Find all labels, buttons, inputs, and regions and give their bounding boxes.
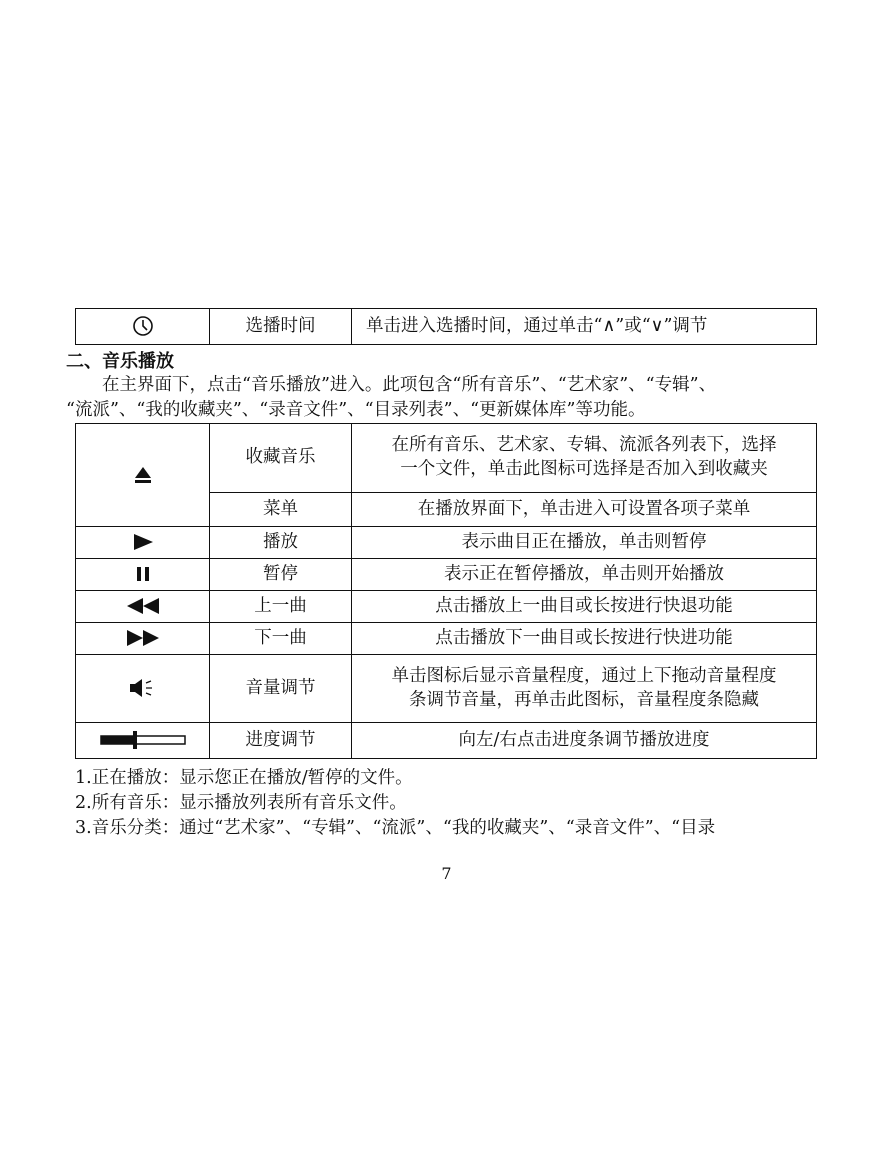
icon-cell [76,655,210,723]
table-row [76,559,817,591]
feature-name: 播放 [210,527,352,559]
icon-cell [76,309,210,345]
feature-description: 在播放界面下，单击进入可设置各项子菜单 [352,493,817,527]
feature-description [352,655,817,723]
icon-cell [76,527,210,559]
description-line: 在所有音乐、艺术家、专辑、流派各列表下，选择 [391,435,777,456]
time-select-table [75,308,817,345]
icon-cell [76,559,210,591]
feature-name: 收藏音乐 [210,424,352,493]
intro-paragraph [66,373,836,423]
description-line: 条调节音量，再单击此图标，音量程度条隐藏 [409,689,759,710]
feature-description: 表示正在暂停播放，单击则开始播放 [352,559,817,591]
progress-bar-icon [100,730,186,750]
eject-icon [134,466,152,484]
feature-description [352,424,817,493]
feature-description: 向左/右点击进度条调节播放进度 [352,723,817,759]
fast-forward-icon [126,629,160,647]
description-line: 一个文件，单击此图标可选择是否加入到收藏夹 [400,459,768,479]
table-row [76,723,817,759]
feature-name: 暂停 [210,559,352,591]
table-row [76,309,817,345]
table-row [76,623,817,655]
feature-description: 点击播放下一曲目或长按进行快进功能 [352,623,817,655]
music-controls-table [75,423,817,759]
table-row [76,527,817,559]
list-item: 1.正在播放：显示您正在播放/暂停的文件。 [75,768,413,788]
pause-icon [135,566,151,582]
description-line: 单击图标后显示音量程度，通过上下拖动音量程度 [391,665,777,686]
feature-name: 下一曲 [210,623,352,655]
rewind-icon [126,597,160,615]
feature-name: 菜单 [210,493,352,527]
section-title: 二、音乐播放 [66,351,174,372]
intro-line-2: “流派”、“我的收藏夹”、“录音文件”、“目录列表”、“更新媒体库”等功能。 [66,400,646,420]
icon-cell [76,723,210,759]
feature-name: 选播时间 [210,309,352,345]
feature-name: 音量调节 [210,655,352,723]
icon-cell [76,623,210,655]
page-number: 7 [441,864,452,883]
feature-name: 上一曲 [210,591,352,623]
list-item: 3.音乐分类：通过“艺术家”、“专辑”、“流派”、“我的收藏夹”、“录音文件”、“目录 [75,818,716,838]
list-item: 2.所有音乐：显示播放列表所有音乐文件。 [75,793,407,813]
feature-description: 点击播放上一曲目或长按进行快退功能 [352,591,817,623]
clock-icon [132,315,154,337]
feature-description: 表示曲目正在播放，单击则暂停 [352,527,817,559]
table-row [76,424,817,493]
volume-icon [129,678,157,698]
table-row [76,655,817,723]
icon-cell [76,424,210,527]
intro-line-1: 在主界面下，点击“音乐播放”进入。此项包含“所有音乐”、“艺术家”、“专辑”、 [102,375,717,395]
icon-cell [76,591,210,623]
play-icon [132,533,154,551]
table-row [76,591,817,623]
feature-description: 单击进入选播时间，通过单击“∧”或“∨”调节 [352,309,817,345]
feature-name: 进度调节 [210,723,352,759]
